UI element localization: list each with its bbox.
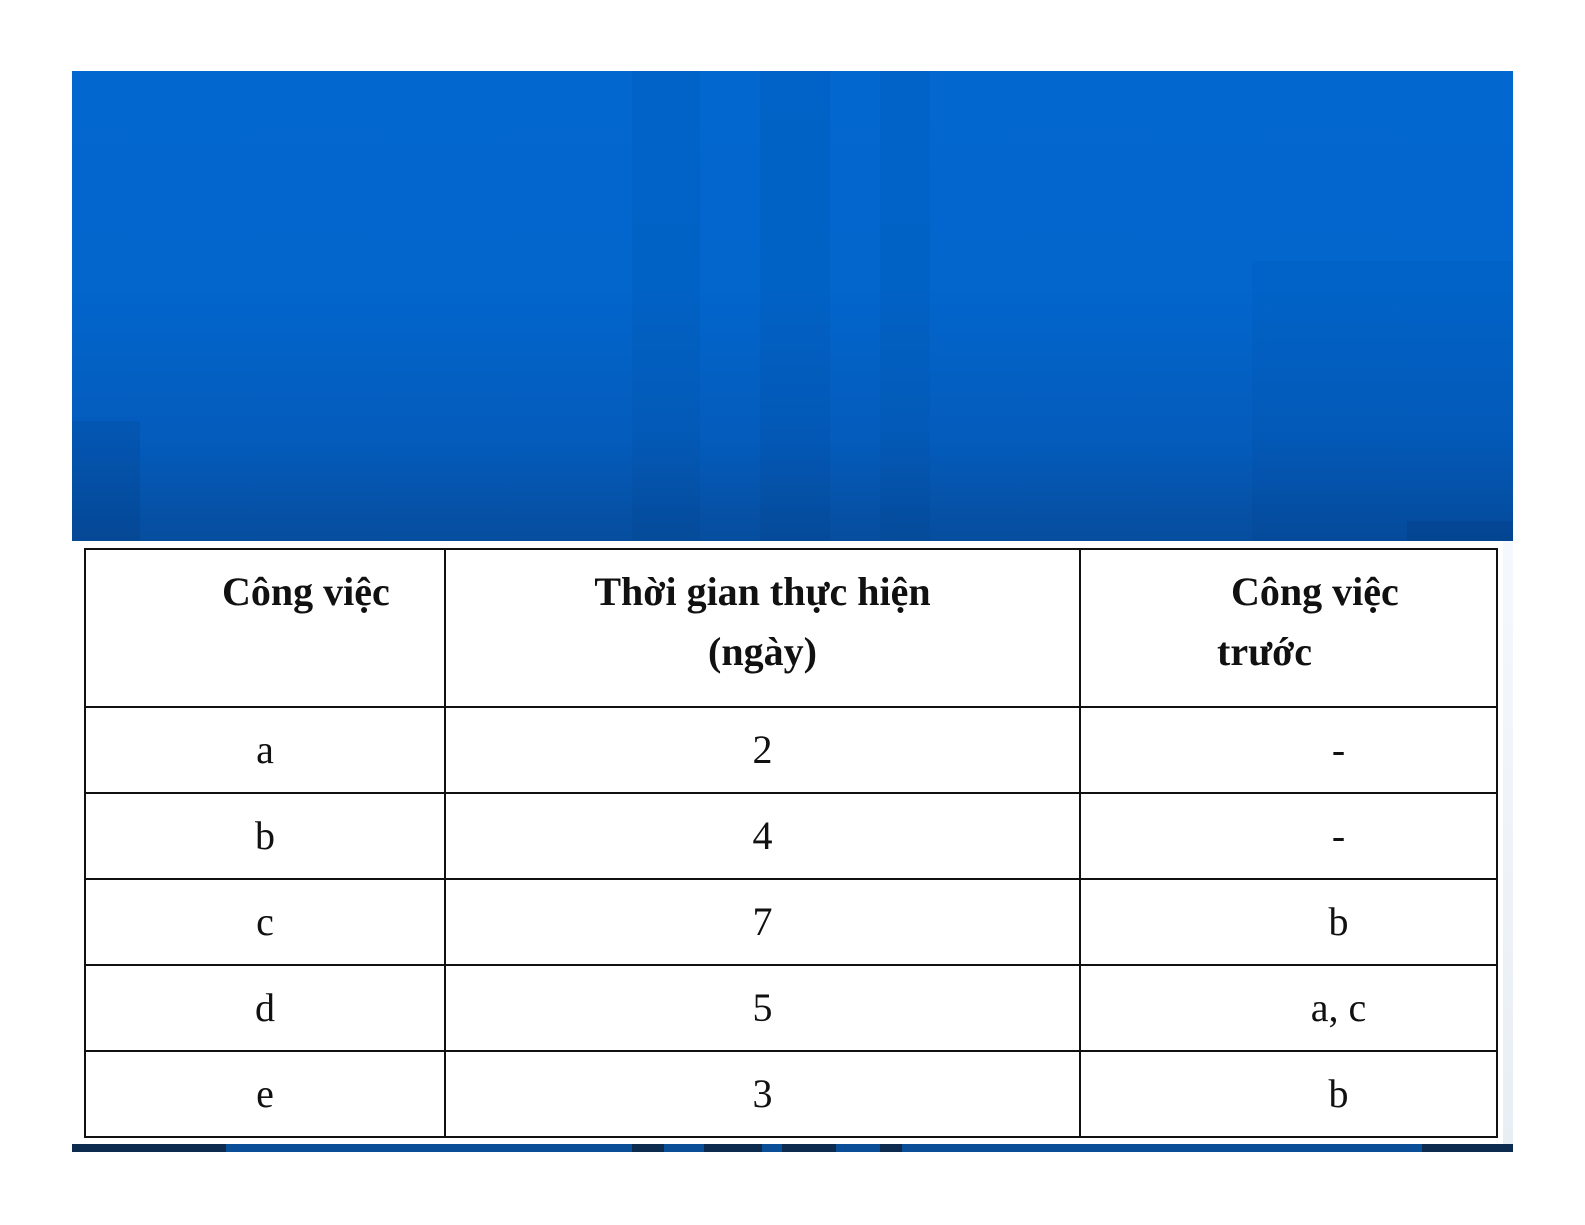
cell-duration: 3 [445, 1051, 1080, 1137]
cell-job: c [85, 879, 445, 965]
banner-shade-tile [72, 421, 140, 541]
table-row [85, 793, 1497, 879]
banner-shade-tile [880, 71, 930, 541]
header-predecessor-line1: Công việc [1231, 569, 1399, 614]
cell-predecessor: - [1080, 707, 1497, 793]
bottom-bar-segment [880, 1144, 902, 1152]
blue-title-banner [72, 71, 1513, 541]
table-row [85, 1051, 1497, 1137]
cell-duration: 4 [445, 793, 1080, 879]
cell-duration: 2 [445, 707, 1080, 793]
banner-shade-tile [632, 71, 700, 541]
bottom-bar-segment [782, 1144, 836, 1152]
header-duration-line1: Thời gian thực hiện [594, 569, 931, 614]
cell-predecessor: - [1080, 793, 1497, 879]
cell-duration: 7 [445, 879, 1080, 965]
cell-predecessor: a, c [1080, 965, 1497, 1051]
banner-shade-tile [1252, 261, 1513, 541]
job-table [84, 548, 1498, 1138]
right-edge-strip [1503, 541, 1513, 1152]
bottom-bar-segment [1422, 1144, 1513, 1152]
bottom-bar-segment [72, 1144, 226, 1152]
bottom-bar-segment [704, 1144, 762, 1152]
table-row [85, 879, 1497, 965]
cell-duration: 5 [445, 965, 1080, 1051]
cell-job: d [85, 965, 445, 1051]
cell-job: e [85, 1051, 445, 1137]
banner-shade-tile [760, 71, 830, 541]
cell-job: a [85, 707, 445, 793]
bottom-accent-bar [72, 1144, 1513, 1152]
table-header-row [85, 549, 1497, 707]
header-cell-predecessor [1080, 549, 1497, 707]
banner-shade-tile [1407, 521, 1513, 541]
table-row [85, 965, 1497, 1051]
header-cell-job [85, 549, 445, 707]
header-job-line1: Công việc [222, 569, 390, 614]
header-cell-duration [445, 549, 1080, 707]
cell-predecessor: b [1080, 879, 1497, 965]
cell-job: b [85, 793, 445, 879]
bottom-bar-segment [632, 1144, 664, 1152]
header-duration-line2: (ngày) [708, 629, 817, 674]
header-predecessor-line2: trước [1217, 629, 1312, 674]
table-row [85, 707, 1497, 793]
cell-predecessor: b [1080, 1051, 1497, 1137]
